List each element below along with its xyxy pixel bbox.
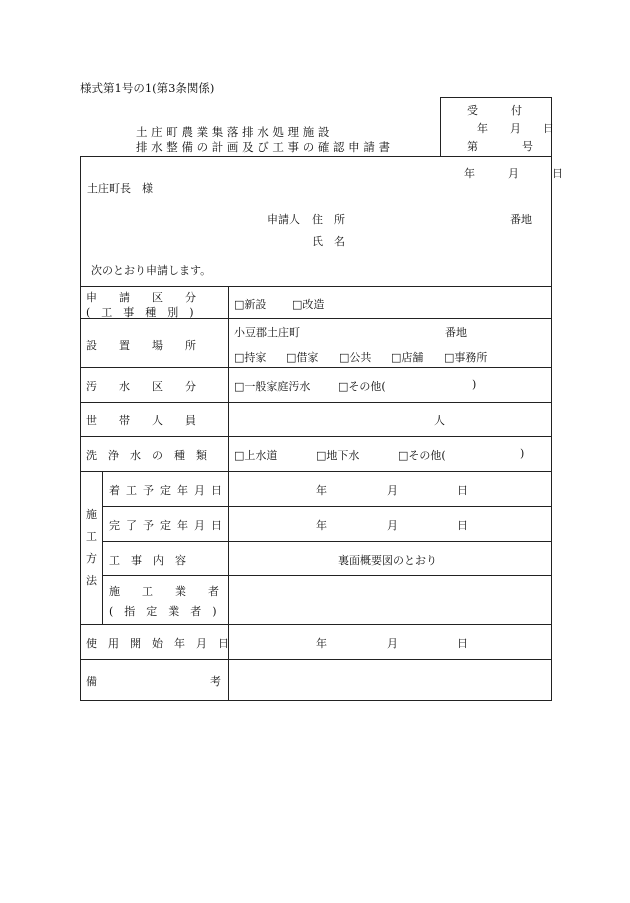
- end-day: 日: [457, 519, 468, 532]
- title-line1: 土 庄 町 農 業 集 落 排 水 処 理 施 設: [136, 125, 330, 139]
- title-line2: 排 水 整 備 の 計 画 及 び 工 事 の 確 認 申 請 書: [136, 140, 390, 154]
- receipt-date: 年 月 日: [477, 122, 554, 135]
- location-town: 小豆郡土庄町: [234, 326, 300, 339]
- option-modify[interactable]: □改造: [292, 298, 325, 311]
- start-date-label: 着工予定年月日: [109, 484, 228, 497]
- addressee: 土庄町長 様: [87, 182, 153, 195]
- application-type-label: 申 請 区 分: [86, 291, 196, 304]
- intro-text: 次のとおり申請します。: [91, 264, 212, 277]
- work-content-value: 裏面概要図のとおり: [338, 554, 437, 567]
- form-id: 様式第1号の1(第3条関係): [80, 81, 215, 95]
- end-date-label: 完了予定年月日: [109, 519, 228, 532]
- option-office[interactable]: □事務所: [444, 351, 488, 364]
- option-sewage-other[interactable]: □その他(: [338, 380, 386, 393]
- location-suffix: 番地: [445, 326, 467, 339]
- household-label: 世 帯 人 員: [86, 414, 196, 427]
- option-owned[interactable]: □持家: [234, 351, 267, 364]
- receipt-number: 第 号: [467, 140, 533, 153]
- remarks-label-1: 備: [86, 675, 97, 688]
- end-year: 年: [316, 519, 327, 532]
- option-rented[interactable]: □借家: [286, 351, 319, 364]
- end-month: 月: [387, 519, 398, 532]
- start-year: 年: [316, 484, 327, 497]
- sewage-other-close: ): [472, 378, 477, 391]
- location-label: 設 置 場 所: [86, 339, 196, 352]
- use-year: 年: [316, 637, 327, 650]
- use-start-label: 使 用 開 始 年 月 日: [86, 637, 229, 650]
- receipt-label: 受 付: [467, 104, 522, 117]
- name-label: 氏 名: [312, 235, 345, 248]
- address-label: 住 所: [312, 213, 345, 226]
- option-groundwater[interactable]: □地下水: [316, 449, 360, 462]
- contractor-label: 施 工 業 者: [109, 585, 219, 598]
- option-water-other[interactable]: □その他(: [398, 449, 446, 462]
- option-store[interactable]: □店舗: [391, 351, 424, 364]
- construction-group-2: 工: [86, 530, 97, 543]
- remarks-label-2: 考: [210, 675, 221, 688]
- contractor-sublabel: ( 指 定 業 者 ): [109, 605, 217, 618]
- start-day: 日: [457, 484, 468, 497]
- construction-group-4: 法: [86, 574, 97, 587]
- construction-group-1: 施: [86, 508, 97, 521]
- applicant-label: 申請人: [267, 213, 300, 226]
- option-new[interactable]: □新設: [234, 298, 267, 311]
- wash-water-label: 洗 浄 水 の 種 類: [86, 449, 207, 462]
- application-type-sublabel: ( 工 事 種 別 ): [86, 306, 194, 319]
- household-unit: 人: [434, 414, 445, 427]
- water-other-close: ): [520, 447, 525, 460]
- sewage-label: 汚 水 区 分: [86, 380, 196, 393]
- address-suffix: 番地: [510, 213, 532, 226]
- start-month: 月: [387, 484, 398, 497]
- option-public[interactable]: □公共: [339, 351, 372, 364]
- option-tap-water[interactable]: □上水道: [234, 449, 278, 462]
- use-day: 日: [457, 637, 468, 650]
- option-household-sewage[interactable]: □一般家庭汚水: [234, 380, 311, 393]
- work-content-label: 工 事 内 容: [109, 554, 186, 567]
- header-date: 年 月 日: [464, 167, 563, 180]
- use-month: 月: [387, 637, 398, 650]
- construction-group-3: 方: [86, 552, 97, 565]
